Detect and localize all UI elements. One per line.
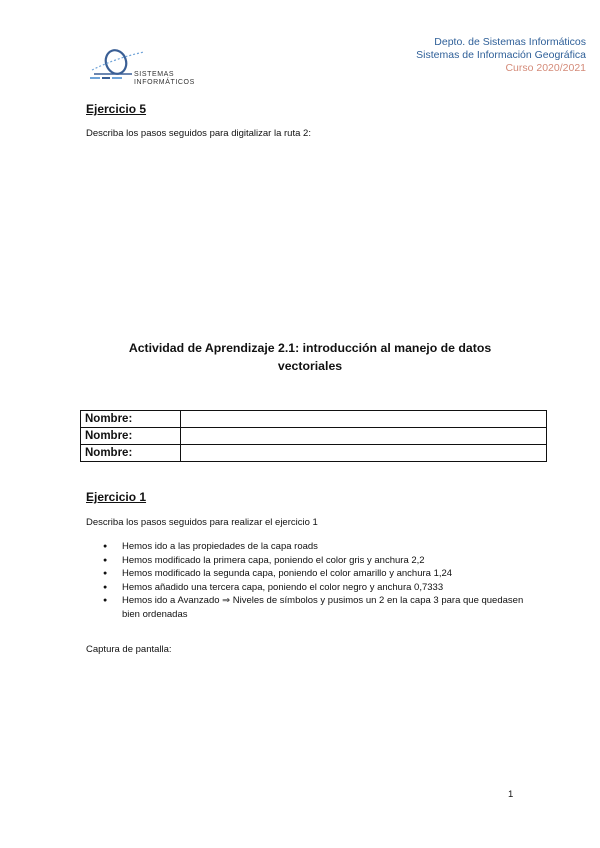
name-value[interactable] [181, 428, 547, 445]
exercise1-heading: Ejercicio 1 [86, 490, 147, 504]
screenshot-label: Captura de pantalla: [86, 644, 172, 655]
department-logo [86, 44, 196, 94]
table-row [81, 411, 547, 428]
list-item: ● Hemos añadido una tercera capa, poniendo el color negro y anchura 0,7333 [86, 581, 526, 595]
course-year: Curso 2020/2021 [505, 62, 586, 74]
list-item: ● Hemos ido a las propiedades de la capa roads [86, 540, 526, 554]
name-label: Nombre: [81, 411, 181, 428]
activity-title-line1: Actividad de Aprendizaje 2.1: introducción al manejo de datos [128, 341, 492, 355]
table-row [81, 428, 547, 445]
names-table [80, 410, 547, 462]
table-row [81, 445, 547, 462]
name-label: Nombre: [81, 445, 181, 462]
logo-text-line1: SISTEMAS [134, 71, 175, 78]
subject-name: Sistemas de Información Geográfica [416, 49, 586, 61]
exercise5-prompt: Describa los pasos seguidos para digitalizar la ruta 2: [86, 128, 311, 139]
department-name: Depto. de Sistemas Informáticos [434, 36, 586, 48]
page-header [416, 36, 586, 75]
exercise5-heading: Ejercicio 5 [86, 102, 147, 116]
list-item: ● Hemos modificado la primera capa, poniendo el color gris y anchura 2,2 [86, 554, 526, 568]
list-item: ● Hemos modificado la segunda capa, poniendo el color amarillo y anchura 1,24 [86, 567, 526, 581]
activity-title-line2: vectoriales [277, 359, 343, 373]
activity-title [100, 339, 520, 375]
name-value[interactable] [181, 411, 547, 428]
name-value[interactable] [181, 445, 547, 462]
list-item: ● Hemos ido a Avanzado ⇒ Niveles de símbolos y pusimos un 2 en la capa 3 para que quedasen bien ordenadas [86, 594, 526, 621]
page-number: 1 [508, 789, 514, 800]
steps-list [86, 540, 526, 621]
logo-text-line2: INFORMÁTICOS [134, 79, 195, 86]
exercise1-prompt: Describa los pasos seguidos para realizar el ejercicio 1 [86, 517, 318, 528]
name-label: Nombre: [81, 428, 181, 445]
